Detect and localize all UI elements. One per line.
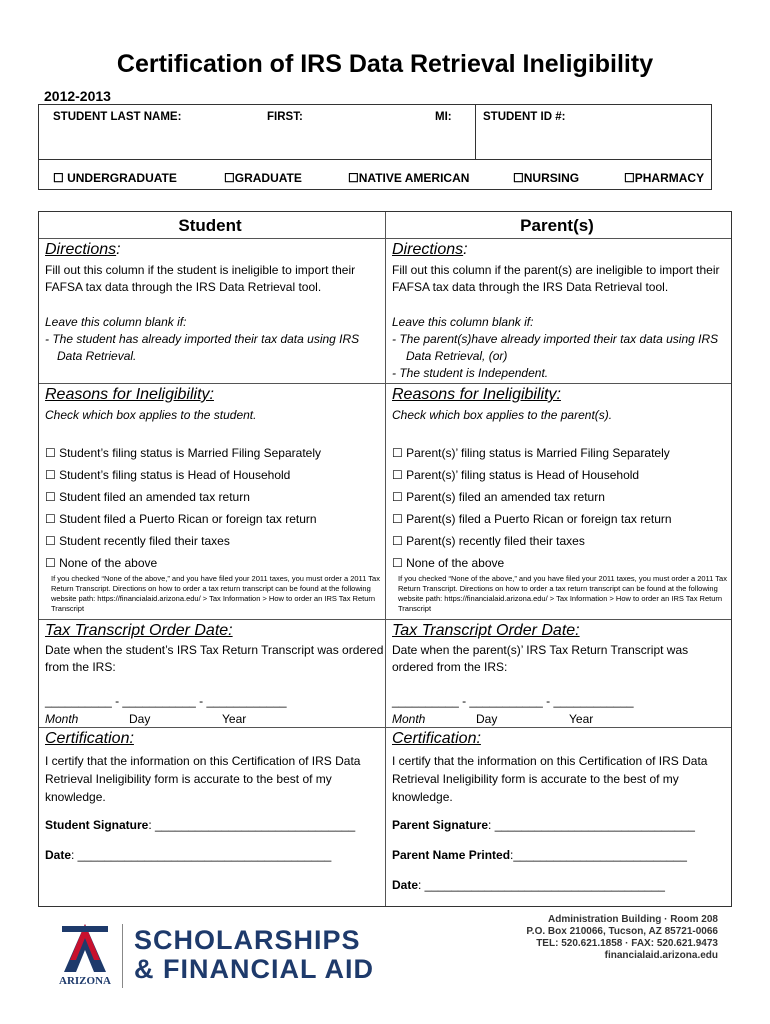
student-reasons-title: Reasons for Ineligibility: — [45, 386, 214, 403]
student-info-box — [38, 104, 712, 190]
parent-date-sign-field[interactable]: Date: ____________________________________ — [392, 878, 665, 892]
student-option-recently-filed[interactable]: ☐ Student recently filed their taxes — [45, 534, 230, 548]
student-option-head-of-household[interactable]: ☐ Student’s filing status is Head of Household — [45, 468, 291, 482]
parent-heading: Parent(s) — [520, 216, 594, 235]
logo-wordmark: ARIZONA — [59, 975, 111, 986]
parent-transcript-title: Tax Transcript Order Date: — [392, 622, 580, 639]
mi-label: MI: — [435, 111, 452, 123]
pharmacy-checkbox[interactable]: ☐PHARMACY — [624, 171, 705, 185]
student-directions-title: Directions: — [45, 241, 121, 258]
student-year-label: Year — [222, 712, 247, 726]
parent-year-label: Year — [569, 712, 594, 726]
parent-name-printed-field[interactable]: Parent Name Printed:__________________________ — [392, 848, 687, 862]
student-certification-text: I certify that the information on this Certification of IRS Data Retrieval Ineligibility form is accurate to the best of my knowledge. — [45, 754, 361, 804]
student-date-field[interactable]: __________ - ___________ - ____________ — [45, 694, 287, 708]
parent-certification-title: Certification: — [392, 730, 481, 747]
student-option-amended[interactable]: ☐ Student filed an amended tax return — [45, 490, 250, 504]
student-option-none[interactable]: ☐ None of the above — [45, 556, 158, 570]
parent-option-foreign[interactable]: ☐ Parent(s) filed a Puerto Rican or foreign tax return — [392, 512, 672, 526]
student-transcript-title: Tax Transcript Order Date: — [45, 622, 233, 639]
student-signature-field[interactable]: Student Signature: ______________________________ — [45, 818, 356, 832]
undergraduate-checkbox[interactable]: ☐ UNDERGRADUATE — [53, 171, 177, 185]
student-heading: Student — [178, 216, 242, 235]
nursing-checkbox[interactable]: ☐NURSING — [513, 171, 580, 185]
first-name-label: FIRST: — [267, 111, 303, 123]
main-form-table — [38, 211, 732, 907]
student-transcript-text: Date when the student’s IRS Tax Return Transcript was ordered from the IRS: — [45, 643, 384, 674]
parent-option-amended[interactable]: ☐ Parent(s) filed an amended tax return — [392, 490, 605, 504]
student-reasons-instruction: Check which box applies to the student. — [45, 408, 257, 422]
student-option-married-separately[interactable]: ☐ Student’s filing status is Married Filing Separately — [45, 446, 321, 460]
parent-blank-item-1: - The parent(s)have already imported their tax data using IRS Data Retrieval, (or) — [392, 332, 719, 363]
parent-option-head-of-household[interactable]: ☐ Parent(s)’ filing status is Head of Household — [392, 468, 640, 482]
parent-option-recently-filed[interactable]: ☐ Parent(s) recently filed their taxes — [392, 534, 585, 548]
parent-option-none[interactable]: ☐ None of the above — [392, 556, 505, 570]
student-directions-text: Fill out this column if the student is ineligible to import their FAFSA tax data through the IRS Data Retrieval tool. — [45, 263, 356, 294]
parent-signature-field[interactable]: Parent Signature: ______________________________ — [392, 818, 695, 832]
parent-none-note: If you checked “None of the above,” and you have filed your 2011 taxes, you must order a 2011 Tax Return Transcript. Directions on how to order a tax return transcript can be found at the following website path: https://financialaid.arizona.edu/ > Tax Information > How to order an IRS Tax Return Transcript — [398, 574, 727, 613]
school-year: 2012-2013 — [44, 88, 111, 104]
native-american-checkbox[interactable]: ☐NATIVE AMERICAN — [348, 171, 470, 185]
parent-day-label: Day — [476, 712, 498, 726]
office-name: SCHOLARSHIPS & FINANCIAL AID — [134, 925, 374, 984]
parent-blank-if: Leave this column blank if: — [392, 315, 534, 329]
parent-directions-title: Directions: — [392, 241, 468, 258]
parent-certification-text: I certify that the information on this Certification of IRS Data Retrieval Ineligibility form is accurate to the best of my knowledge. — [392, 754, 708, 804]
parent-option-married-separately[interactable]: ☐ Parent(s)’ filing status is Married Filing Separately — [392, 446, 670, 460]
student-id-label: STUDENT ID #: — [483, 111, 566, 123]
parent-date-field[interactable]: __________ - ___________ - ____________ — [392, 694, 634, 708]
student-certification-title: Certification: — [45, 730, 134, 747]
university-logo — [50, 920, 120, 986]
student-day-label: Day — [129, 712, 151, 726]
student-date-sign-field[interactable]: Date: ______________________________________ — [45, 848, 332, 862]
student-option-foreign[interactable]: ☐ Student filed a Puerto Rican or foreign tax return — [45, 512, 317, 526]
student-month-label: Month — [45, 712, 79, 726]
parent-directions-text: Fill out this column if the parent(s) are ineligible to import their FAFSA tax data through the IRS Data Retrieval tool. — [392, 263, 720, 294]
student-blank-item: - The student has already imported their tax data using IRS Data Retrieval. — [45, 332, 360, 363]
student-blank-if: Leave this column blank if: — [45, 315, 187, 329]
graduate-checkbox[interactable]: ☐GRADUATE — [224, 171, 302, 185]
parent-blank-item-2: - The student is Independent. — [392, 366, 549, 380]
parent-reasons-title: Reasons for Ineligibility: — [392, 386, 561, 403]
last-name-label: STUDENT LAST NAME: — [53, 111, 182, 123]
parent-transcript-text: Date when the parent(s)’ IRS Tax Return Transcript was ordered from the IRS: — [392, 643, 689, 674]
page-title: Certification of IRS Data Retrieval Ineligibility — [116, 50, 654, 78]
parent-month-label: Month — [392, 712, 426, 726]
office-address: Administration Building · Room 208 P.O. Box 210066, Tucson, AZ 85721-0066 TEL: 520.621.1858 · FAX: 520.621.9473 financialaid.arizona.edu — [526, 914, 718, 961]
parent-reasons-instruction: Check which box applies to the parent(s). — [392, 408, 613, 422]
student-none-note: If you checked “None of the above,” and you have filed your 2011 taxes, you must order a 2011 Tax Return Transcript. Directions on how to order a tax return transcript can be found at the following website path: https://financialaid.arizona.edu/ > Tax Information > How to order an IRS Tax Return Transcript — [51, 574, 380, 613]
